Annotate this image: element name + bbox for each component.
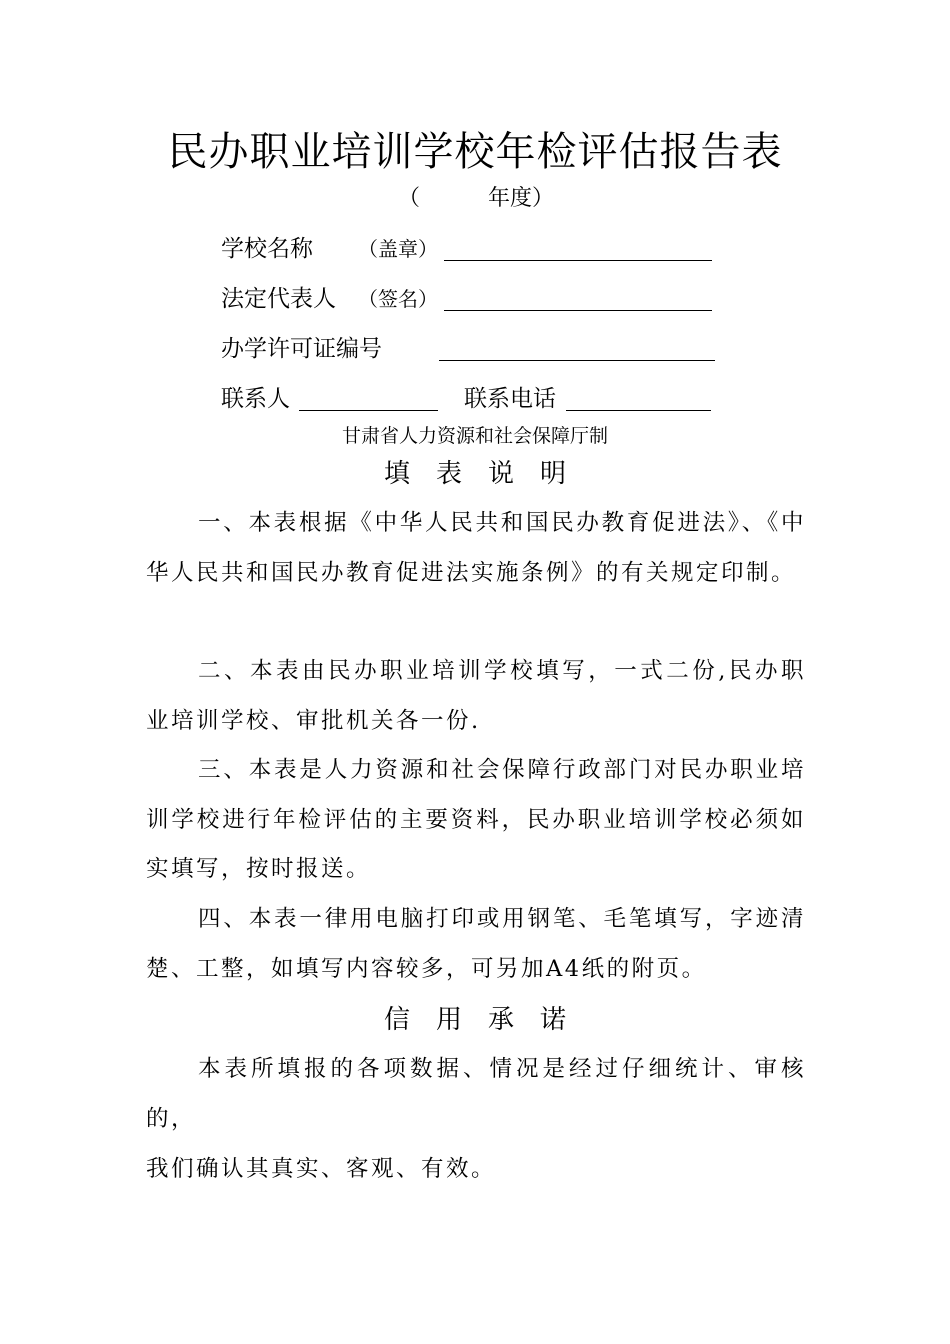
commitment-line-1: 本表所填报的各项数据、情况是经过仔细统计、审核的， xyxy=(146,1056,806,1132)
legal-rep-hint: （签名） xyxy=(358,287,438,311)
school-name-field[interactable] xyxy=(444,260,712,261)
school-name-hint: （盖章） xyxy=(358,237,438,261)
year-label: 年度） xyxy=(488,186,555,211)
document-title: 民办职业培训学校年检评估报告表 xyxy=(167,129,783,175)
instruction-item-4: 四、本表一律用电脑打印或用钢笔、毛笔填写，字迹清楚、工整，如填写内容较多，可另加A4纸的附页。 xyxy=(146,906,806,982)
contact-phone-label: 联系电话 xyxy=(464,386,556,412)
contact-person-field[interactable] xyxy=(299,410,438,411)
legal-rep-field[interactable] xyxy=(444,310,712,311)
instruction-item-2: 二、本表由民办职业培训学校填写，一式二份,民办职业培训学校、审批机关各一份. xyxy=(146,658,806,734)
contact-person-label: 联系人 xyxy=(221,386,290,412)
year-open-paren: （ xyxy=(398,186,421,211)
instruction-item-3: 三、本表是人力资源和社会保障行政部门对民办职业培训学校进行年检评估的主要资料，民办职业培训学校必须如实填写，按时报送。 xyxy=(146,757,806,882)
issuer-text: 甘肃省人力资源和社会保障厅制 xyxy=(341,425,608,447)
contact-phone-field[interactable] xyxy=(566,410,711,411)
instruction-item-1: 一、本表根据《中华人民共和国民办教育促进法》、《中华人民共和国民办教育促进法实施条例》的有关规定印制。 xyxy=(146,510,806,586)
legal-rep-label: 法定代表人 xyxy=(221,286,336,312)
commitment-line-2: 我们确认其真实、客观、有效。 xyxy=(146,1156,497,1182)
license-number-label: 办学许可证编号 xyxy=(221,336,382,362)
commitment-heading: 信用承诺 xyxy=(383,1005,592,1035)
instructions-heading: 填表说明 xyxy=(383,459,592,489)
school-name-label: 学校名称 xyxy=(221,236,313,262)
license-number-field[interactable] xyxy=(439,360,715,361)
